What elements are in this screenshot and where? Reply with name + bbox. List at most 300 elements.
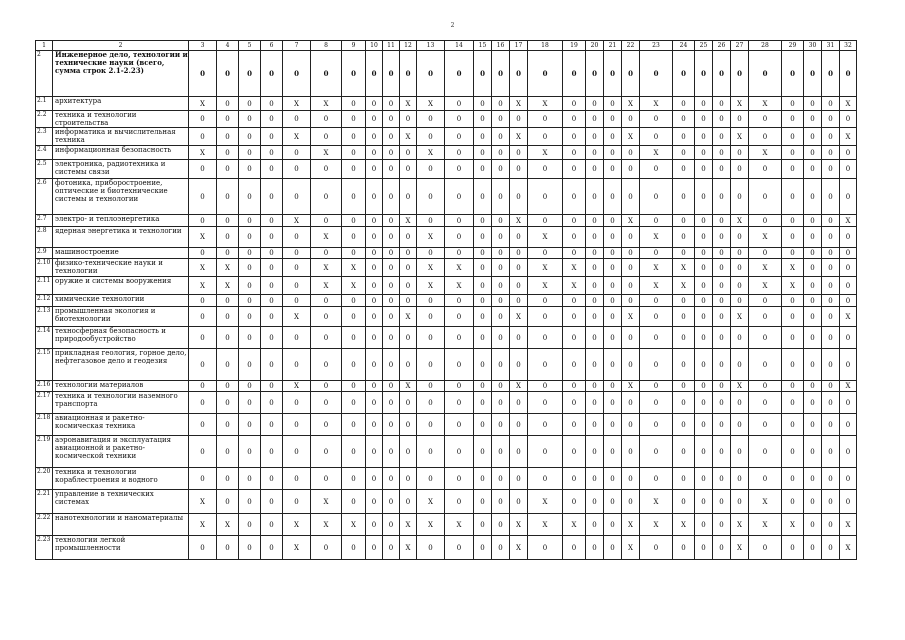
column-header: 21 (604, 41, 622, 51)
table-cell: 0 (528, 536, 563, 560)
table-cell: X (749, 490, 782, 514)
table-cell: 0 (804, 536, 822, 560)
table-cell: 0 (366, 215, 383, 227)
table-cell: 0 (695, 436, 713, 468)
table-cell: X (417, 514, 445, 536)
table-cell: 0 (366, 349, 383, 381)
table-cell: X (445, 514, 474, 536)
table-cell: X (563, 259, 586, 277)
table-cell: 0 (673, 327, 695, 349)
table-cell: X (417, 146, 445, 160)
table-cell: 0 (731, 160, 749, 179)
table-cell: X (749, 146, 782, 160)
column-header: 26 (713, 41, 731, 51)
table-cell: 0 (492, 307, 510, 327)
table-cell: 0 (713, 51, 731, 97)
table-cell: 0 (749, 381, 782, 392)
table-cell: 0 (804, 392, 822, 414)
table-cell: 0 (239, 97, 261, 111)
table-cell: X (622, 536, 640, 560)
table-cell: 0 (366, 307, 383, 327)
table-cell: 0 (782, 381, 804, 392)
table-cell: 0 (217, 392, 239, 414)
table-cell: 0 (217, 414, 239, 436)
table-cell: 0 (400, 436, 417, 468)
table-cell: 0 (586, 97, 604, 111)
row-name: управление в технических системах (53, 490, 189, 514)
table-cell: 0 (604, 349, 622, 381)
table-cell: 0 (311, 128, 342, 146)
table-cell: X (528, 277, 563, 295)
table-cell: 0 (342, 146, 366, 160)
table-cell: 0 (695, 468, 713, 490)
table-cell: 0 (474, 327, 492, 349)
table-cell: 0 (311, 414, 342, 436)
table-cell: X (400, 514, 417, 536)
table-cell: 0 (713, 468, 731, 490)
table-cell: 0 (366, 51, 383, 97)
row-number: 2.16 (36, 381, 53, 392)
table-cell: 0 (400, 277, 417, 295)
table-cell: 0 (383, 259, 400, 277)
table-cell: 0 (311, 468, 342, 490)
table-cell: 0 (782, 536, 804, 560)
row-name: аэронавигация и эксплуатация авиационной и ракетно-космической техники (53, 436, 189, 468)
table-cell: 0 (604, 146, 622, 160)
table-cell: X (840, 215, 857, 227)
table-cell: 0 (563, 392, 586, 414)
table-row (36, 111, 857, 128)
table-cell: 0 (366, 97, 383, 111)
table-cell: X (510, 128, 528, 146)
page-number: 2 (450, 22, 455, 29)
table-cell: 0 (217, 536, 239, 560)
table-cell: 0 (528, 215, 563, 227)
table-cell: X (622, 307, 640, 327)
table-cell: 0 (510, 349, 528, 381)
table-cell: 0 (695, 349, 713, 381)
table-cell: 0 (731, 414, 749, 436)
table-cell: 0 (492, 248, 510, 259)
table-cell: X (417, 490, 445, 514)
table-cell: 0 (217, 295, 239, 307)
row-number: 2.18 (36, 414, 53, 436)
table-cell: 0 (782, 179, 804, 215)
table-cell: 0 (695, 227, 713, 248)
table-cell: 0 (510, 295, 528, 307)
table-cell: 0 (311, 215, 342, 227)
table-cell: 0 (189, 128, 217, 146)
table-cell: 0 (822, 349, 840, 381)
table-cell: 0 (604, 327, 622, 349)
table-cell: X (622, 514, 640, 536)
column-header: 12 (400, 41, 417, 51)
table-cell: X (510, 514, 528, 536)
table-cell: 0 (640, 468, 673, 490)
table-cell: 0 (731, 111, 749, 128)
table-cell: 0 (640, 128, 673, 146)
table-cell: 0 (283, 248, 311, 259)
table-row (36, 392, 857, 414)
table-cell: X (782, 277, 804, 295)
table-cell: 0 (586, 128, 604, 146)
table-cell: 0 (217, 160, 239, 179)
table-cell: 0 (283, 146, 311, 160)
table-cell: 0 (822, 536, 840, 560)
table-cell: 0 (492, 146, 510, 160)
table-cell: 0 (622, 327, 640, 349)
table-cell: 0 (261, 179, 283, 215)
table-cell: 0 (283, 227, 311, 248)
table-cell: 0 (749, 111, 782, 128)
table-cell: 0 (510, 414, 528, 436)
column-header: 23 (640, 41, 673, 51)
table-cell: 0 (445, 468, 474, 490)
table-cell: 0 (822, 51, 840, 97)
row-number: 2.3 (36, 128, 53, 146)
table-cell: 0 (695, 327, 713, 349)
table-row (36, 146, 857, 160)
table-cell: X (342, 277, 366, 295)
table-cell: 0 (510, 146, 528, 160)
table-cell: 0 (804, 295, 822, 307)
table-cell: 0 (695, 248, 713, 259)
table-cell: 0 (342, 349, 366, 381)
table-cell: 0 (713, 295, 731, 307)
table-cell: 0 (840, 259, 857, 277)
table-cell: 0 (400, 179, 417, 215)
table-cell: 0 (239, 414, 261, 436)
table-cell: 0 (804, 146, 822, 160)
table-cell: 0 (400, 51, 417, 97)
table-cell: 0 (474, 160, 492, 179)
table-row (36, 381, 857, 392)
table-cell: 0 (366, 414, 383, 436)
table-cell: 0 (713, 160, 731, 179)
row-number: 2.22 (36, 514, 53, 536)
table-cell: 0 (474, 146, 492, 160)
table-cell: 0 (283, 160, 311, 179)
table-cell: 0 (782, 111, 804, 128)
table-cell: 0 (840, 468, 857, 490)
table-cell: 0 (528, 468, 563, 490)
table-cell: 0 (695, 111, 713, 128)
table-cell: X (189, 514, 217, 536)
table-cell: X (673, 277, 695, 295)
table-row (36, 436, 857, 468)
table-cell: 0 (731, 248, 749, 259)
table-cell: 0 (604, 128, 622, 146)
table-cell: X (510, 215, 528, 227)
table-cell: 0 (822, 514, 840, 536)
table-cell: X (622, 381, 640, 392)
table-cell: 0 (400, 146, 417, 160)
table-cell: 0 (366, 227, 383, 248)
table-cell: 0 (822, 468, 840, 490)
row-number: 2.13 (36, 307, 53, 327)
table-cell: 0 (342, 160, 366, 179)
table-cell: X (840, 381, 857, 392)
table-cell: 0 (261, 160, 283, 179)
table-cell: 0 (804, 215, 822, 227)
table-cell: X (417, 277, 445, 295)
table-cell: 0 (217, 436, 239, 468)
table-row (36, 128, 857, 146)
table-cell: 0 (474, 392, 492, 414)
table-cell: 0 (492, 111, 510, 128)
table-cell: X (782, 514, 804, 536)
table-cell: 0 (528, 51, 563, 97)
table-cell: 0 (510, 392, 528, 414)
table-cell: 0 (563, 468, 586, 490)
table-cell: 0 (804, 248, 822, 259)
table-cell: 0 (640, 248, 673, 259)
row-number: 2.20 (36, 468, 53, 490)
table-cell: 0 (673, 111, 695, 128)
column-header: 10 (366, 41, 383, 51)
table-cell: 0 (342, 179, 366, 215)
table-cell: 0 (782, 392, 804, 414)
table-cell: 0 (383, 327, 400, 349)
table-cell: 0 (622, 259, 640, 277)
table-cell: 0 (713, 307, 731, 327)
row-number: 2.8 (36, 227, 53, 248)
table-cell: 0 (417, 179, 445, 215)
row-name: технологии легкой промышленности (53, 536, 189, 560)
table-cell: 0 (261, 277, 283, 295)
table-cell: 0 (261, 215, 283, 227)
table-cell: 0 (840, 179, 857, 215)
table-cell: 0 (840, 392, 857, 414)
table-cell: 0 (822, 160, 840, 179)
table-cell: 0 (445, 146, 474, 160)
table-cell: 0 (586, 514, 604, 536)
row-name: техника и технологии кораблестроения и водного (53, 468, 189, 490)
table-cell: 0 (731, 392, 749, 414)
table-cell: 0 (604, 436, 622, 468)
table-cell: 0 (586, 295, 604, 307)
table-cell: 0 (640, 392, 673, 414)
table-cell: 0 (510, 111, 528, 128)
table-cell: 0 (563, 146, 586, 160)
table-cell: X (400, 215, 417, 227)
table-cell: 0 (528, 179, 563, 215)
column-header: 32 (840, 41, 857, 51)
row-name: промышленная экология и биотехнологии (53, 307, 189, 327)
table-row (36, 227, 857, 248)
table-row (36, 215, 857, 227)
table-cell: X (731, 307, 749, 327)
table-cell: 0 (640, 215, 673, 227)
table-cell: 0 (417, 295, 445, 307)
column-header: 14 (445, 41, 474, 51)
table-cell: 0 (604, 51, 622, 97)
table-cell: 0 (731, 146, 749, 160)
row-number: 2 (36, 51, 53, 97)
table-cell: 0 (492, 414, 510, 436)
table-cell: 0 (239, 295, 261, 307)
table-cell: 0 (445, 392, 474, 414)
table-cell: 0 (640, 307, 673, 327)
table-cell: 0 (283, 392, 311, 414)
table-cell: 0 (673, 295, 695, 307)
table-cell: 0 (822, 97, 840, 111)
table-cell: X (311, 514, 342, 536)
table-cell: 0 (239, 215, 261, 227)
table-cell: X (189, 146, 217, 160)
table-cell: 0 (731, 51, 749, 97)
table-cell: 0 (445, 227, 474, 248)
table-cell: 0 (695, 490, 713, 514)
table-cell: 0 (604, 295, 622, 307)
table-cell: 0 (383, 51, 400, 97)
row-name: электроника, радиотехника и системы связи (53, 160, 189, 179)
table-cell: 0 (217, 381, 239, 392)
table-cell: 0 (804, 414, 822, 436)
table-cell: 0 (695, 381, 713, 392)
table-cell: 0 (417, 111, 445, 128)
table-cell: X (640, 277, 673, 295)
table-cell: X (749, 277, 782, 295)
table-cell: X (622, 215, 640, 227)
table-cell: 0 (445, 97, 474, 111)
table-cell: 0 (283, 414, 311, 436)
table-cell: 0 (239, 128, 261, 146)
table-cell: 0 (749, 392, 782, 414)
table-cell: X (311, 146, 342, 160)
column-header: 11 (383, 41, 400, 51)
table-cell: 0 (400, 392, 417, 414)
table-cell: 0 (563, 327, 586, 349)
table-cell: 0 (474, 295, 492, 307)
table-cell: 0 (239, 179, 261, 215)
table-cell: 0 (782, 295, 804, 307)
table-cell: 0 (366, 468, 383, 490)
row-name: физико-технические науки и технологии (53, 259, 189, 277)
table-cell: 0 (586, 179, 604, 215)
table-cell: 0 (586, 51, 604, 97)
table-cell: X (749, 514, 782, 536)
table-cell: 0 (563, 97, 586, 111)
table-cell: 0 (311, 160, 342, 179)
table-cell: 0 (749, 349, 782, 381)
table-cell: X (782, 259, 804, 277)
table-cell: 0 (383, 307, 400, 327)
table-cell: 0 (342, 97, 366, 111)
table-cell: 0 (563, 227, 586, 248)
table-cell: 0 (695, 536, 713, 560)
table-cell: 0 (528, 414, 563, 436)
table-cell: 0 (383, 414, 400, 436)
table-cell: 0 (366, 381, 383, 392)
table-cell: 0 (673, 128, 695, 146)
table-row (36, 514, 857, 536)
table-cell: 0 (239, 490, 261, 514)
table-cell: 0 (261, 327, 283, 349)
table-cell: 0 (445, 160, 474, 179)
table-cell: 0 (239, 536, 261, 560)
table-cell: 0 (563, 295, 586, 307)
row-number: 2.12 (36, 295, 53, 307)
column-header: 25 (695, 41, 713, 51)
column-header: 29 (782, 41, 804, 51)
table-cell: 0 (342, 414, 366, 436)
table-cell: 0 (713, 248, 731, 259)
table-cell: 0 (383, 514, 400, 536)
table-cell: 0 (445, 349, 474, 381)
table-cell: 0 (782, 490, 804, 514)
table-cell: 0 (217, 215, 239, 227)
row-name: техника и технологии наземного транспорта (53, 392, 189, 414)
table-cell: 0 (342, 381, 366, 392)
table-cell: 0 (640, 436, 673, 468)
table-cell: 0 (822, 277, 840, 295)
row-name: информационная безопасность (53, 146, 189, 160)
table-cell: X (400, 97, 417, 111)
table-cell: 0 (782, 215, 804, 227)
table-cell: 0 (492, 295, 510, 307)
table-cell: 0 (604, 97, 622, 111)
row-name: оружие и системы вооружения (53, 277, 189, 295)
data-table (35, 40, 857, 560)
table-cell: 0 (311, 392, 342, 414)
table-cell: 0 (604, 414, 622, 436)
table-cell: 0 (622, 468, 640, 490)
table-cell: 0 (782, 128, 804, 146)
table-cell: 0 (383, 146, 400, 160)
table-cell: X (189, 227, 217, 248)
table-cell: 0 (695, 414, 713, 436)
table-cell: 0 (239, 392, 261, 414)
table-cell: 0 (417, 468, 445, 490)
table-cell: 0 (563, 111, 586, 128)
table-cell: 0 (695, 392, 713, 414)
table-cell: 0 (804, 160, 822, 179)
table-cell: 0 (189, 295, 217, 307)
table-cell: 0 (261, 259, 283, 277)
table-cell: 0 (622, 490, 640, 514)
table-cell: 0 (749, 295, 782, 307)
table-cell: 0 (445, 490, 474, 514)
table-cell: 0 (492, 436, 510, 468)
table-cell: 0 (474, 215, 492, 227)
table-cell: 0 (261, 490, 283, 514)
column-header: 8 (311, 41, 342, 51)
table-cell: X (640, 259, 673, 277)
table-cell: 0 (189, 160, 217, 179)
table-cell: 0 (622, 414, 640, 436)
table-cell: 0 (622, 277, 640, 295)
column-header: 30 (804, 41, 822, 51)
table-cell: 0 (283, 179, 311, 215)
table-cell: 0 (731, 490, 749, 514)
table-row (36, 490, 857, 514)
table-cell: 0 (695, 307, 713, 327)
table-cell: X (731, 97, 749, 111)
table-cell: 0 (604, 160, 622, 179)
table-cell: 0 (563, 349, 586, 381)
table-cell: 0 (640, 51, 673, 97)
table-cell: 0 (400, 295, 417, 307)
table-cell: 0 (445, 215, 474, 227)
table-cell: 0 (782, 436, 804, 468)
table-cell: 0 (239, 307, 261, 327)
table-cell: 0 (528, 111, 563, 128)
table-cell: X (640, 146, 673, 160)
table-cell: 0 (510, 51, 528, 97)
table-cell: 0 (749, 160, 782, 179)
table-cell: 0 (804, 259, 822, 277)
